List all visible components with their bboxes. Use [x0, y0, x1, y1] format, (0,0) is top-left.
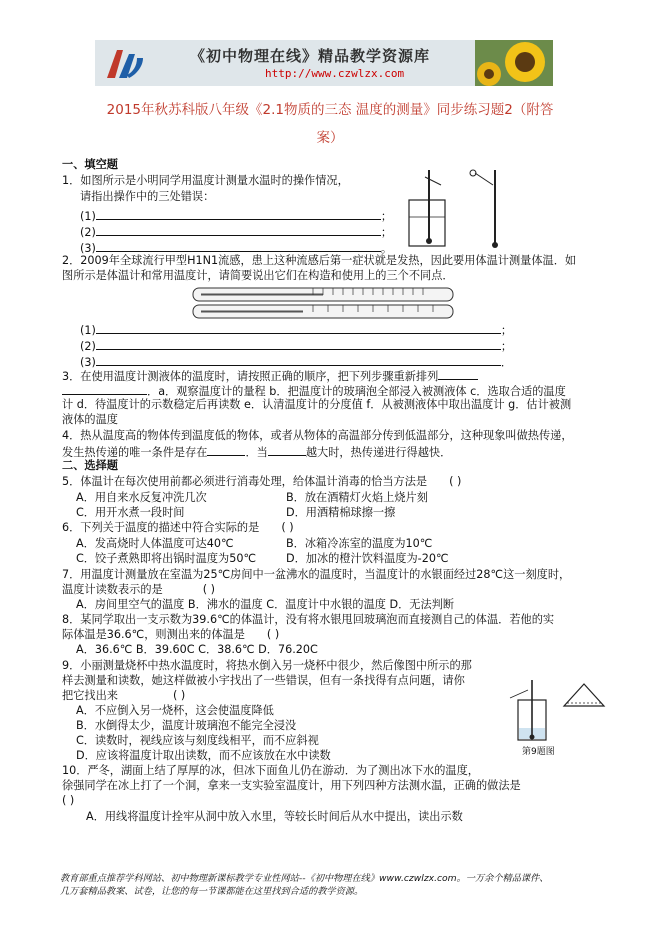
q6-option-b: B．冰箱冷冻室的温度为10℃: [286, 537, 433, 550]
q6-option-d: D．加冰的橙汁饮料温度为-20℃: [286, 552, 449, 565]
q2-line-2: 图所示是体温计和常用温度计，请简要说出它们在构造和使用上的三个不同点．: [62, 269, 454, 282]
document-title: [50, 96, 610, 152]
q6-option-c: C．饺子煮熟即将出锅时温度为50℃: [76, 552, 257, 565]
q1-blank-2: (2) ；: [80, 226, 393, 239]
q1-blank-3: (3) 。: [80, 242, 393, 255]
q10-line-1: 10．严冬，湖面上结了厚厚的冰，但冰下面鱼儿仍在游动．为了测出冰下水的温度，: [62, 764, 479, 777]
q2-blank-3: (3) ．: [80, 356, 513, 369]
q3-line-3: 计 d．待温度计的示数稳定后再读数 e．认清温度计的分度值 f．从被测液体中取出温度计 g．估计被测: [62, 398, 572, 411]
q9-line-3: 把它找出来 ( ): [62, 689, 186, 702]
q3-line-1: 3．在使用温度计测液体的温度时，请按照正确的顺序，把下列步骤重新排列: [62, 368, 478, 384]
q3-line-2: ．a．观察温度计的量程 b．把温度计的玻璃泡全部浸入被测液体 c．选取合适的温度: [62, 383, 566, 399]
q4-line-2: 发生热传递的唯一条件是存在 ．当 越大时，热传递进行得越快．: [62, 446, 452, 459]
q6-option-a: A．发高烧时人体温度可达40℃: [76, 537, 234, 550]
thermometer-beaker-figure: [405, 165, 525, 250]
q8-line-2: 际体温是36.6℃，则测出来的体温是 ( ): [62, 628, 280, 641]
q2-line-1: 2．2009年全球流行甲型H1N1流感，患上这种流感后第一症状就是发热，因此要用体温计测量体温．如: [62, 254, 577, 267]
beaker-pouring-figure: [498, 678, 608, 746]
q8-line-1: 8．某同学取出一支示数为39.6℃的体温计，没有将水银甩回玻璃泡而直接测自己的体温．若他的实: [62, 613, 555, 626]
q10-paren: ( ): [62, 794, 75, 807]
title-line-1: 2015年秋苏科版八年级《2.1物质的三态 温度的测量》同步练习题2（附答: [106, 102, 554, 118]
q2-blank-2: (2) ；: [80, 340, 513, 353]
q8-options: A．36.6℃ B．39.60C C．38.6℃ D．76.20C: [76, 643, 318, 656]
q9-option-d: D．应该将温度计取出读数，而不应该放在水中读数: [76, 749, 331, 762]
q10-line-2: 徐强同学在冰上打了一个洞，拿来一支实验室温度计，用下列四种方法测水温，正确的做法是: [62, 779, 521, 792]
q9-option-c: C．读数时，视线应该与刻度线相平，而不应斜视: [76, 734, 319, 747]
q10-option-a: A．用线将温度计拴牢从洞中放入水里，等较长时间后从水中提出，读出示数: [86, 810, 463, 823]
section-heading-choice: 二、选择题: [62, 459, 118, 472]
q9-option-b: B．水倒得太少，温度计玻璃泡不能完全浸没: [76, 719, 297, 732]
site-logo: [103, 44, 147, 82]
banner-site-name: 《初中物理在线》精品教学资源库: [190, 47, 431, 65]
footer-line-1: 教育部重点推荐学科网站、初中物理新课标教学专业性网站--《初中物理在线》www.czwlzx.com。一万余个精品课件、: [60, 873, 549, 884]
q9-figure-caption: 第9题图: [522, 747, 555, 757]
header-banner: [95, 40, 553, 86]
q9-line-1: 9．小丽测量烧杯中热水温度时，将热水倒入另一烧杯中很少，然后像图中所示的那: [62, 659, 472, 672]
q5-option-a: A．用自来水反复冲洗几次: [76, 491, 207, 504]
q5-option-d: D．用酒精棉球擦一擦: [286, 506, 396, 519]
q9-option-a: A．不应倒入另一烧杯，这会使温度降低: [76, 704, 274, 717]
banner-url[interactable]: http://www.czwlzx.com: [265, 67, 405, 80]
q7-line-2: 温度计读数表示的是 ( ): [62, 583, 215, 596]
q1-stem: 1．如图所示是小明同学用温度计测量水温时的操作情况，: [62, 174, 349, 187]
q4-line-1: 4．热从温度高的物体传到温度低的物体，或者从物体的高温部分传到低温部分，这种现象叫做热传递，: [62, 429, 573, 442]
footer-line-2: 几万套精品教案、试卷，让您的每一节课都能在这里找到合适的教学资源。: [60, 886, 364, 897]
q5-option-b: B．放在酒精灯火焰上烧片刻: [286, 491, 428, 504]
title-line-2: 案）: [316, 130, 344, 146]
section-heading-fill: 一、填空题: [62, 158, 118, 171]
q1-ask: 请指出操作中的三处错误：: [80, 190, 215, 203]
clinical-and-lab-thermometers-figure: [183, 285, 463, 323]
q5-stem: 5．体温计在每次使用前都必须进行消毒处理，给体温计消毒的恰当方法是 ( ): [62, 475, 462, 488]
sunflower-image: [475, 40, 553, 86]
q6-stem: 6．下列关于温度的描述中符合实际的是 ( ): [62, 521, 294, 534]
q2-blank-1: (1) ；: [80, 324, 513, 337]
q5-option-c: C．用开水煮一段时间: [76, 506, 185, 519]
q7-line-1: 7．用温度计测量放在室温为25℃房间中一盆沸水的温度时，当温度计的水银面经过28℃这一刻度时，: [62, 568, 571, 581]
q1-blank-1: (1) ；: [80, 210, 393, 223]
q9-line-2: 样去测量和读数，她这样做被小宇找出了一些错误，但有一条找得有点问题，请你: [62, 674, 465, 687]
q3-line-4: 液体的温度: [62, 413, 118, 426]
q7-options: A．房间里空气的温度 B．沸水的温度 C．温度计中水银的温度 D．无法判断: [76, 598, 455, 611]
